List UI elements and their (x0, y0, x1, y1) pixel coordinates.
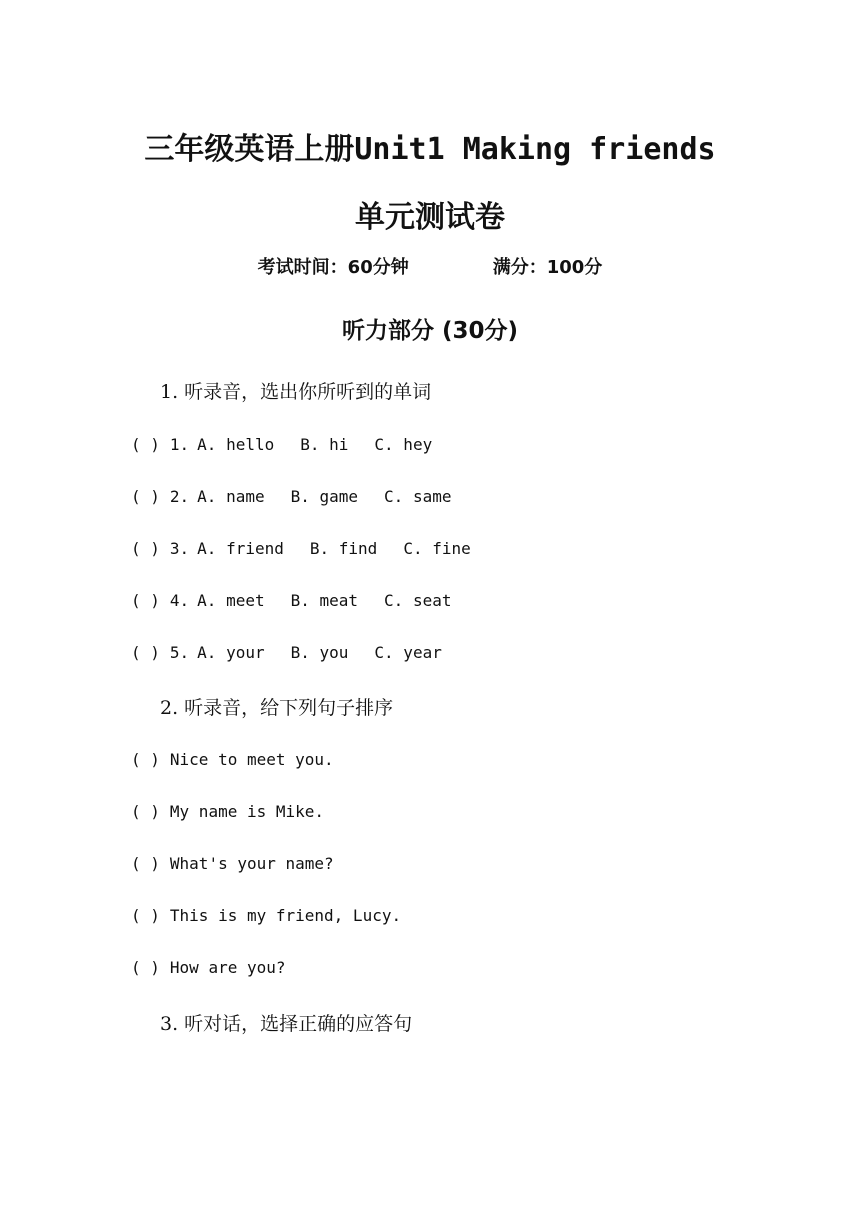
answer-blank: ( ) (131, 854, 160, 873)
answer-blank: ( ) (131, 906, 160, 925)
sentence-order-item-1 (131, 748, 334, 772)
word-choice-item-2 (131, 485, 451, 509)
answer-blank: ( ) (131, 750, 160, 769)
sentence-order-item-4 (131, 904, 401, 928)
sentence-order-item-2 (131, 800, 324, 824)
word-choice-item-3 (131, 537, 471, 561)
answer-blank: ( ) (131, 435, 160, 454)
option-c: C. hey (374, 435, 433, 454)
answer-blank: ( ) (131, 539, 160, 558)
sentence-order-item-5 (131, 956, 286, 980)
word-choice-item-5 (131, 641, 442, 665)
answer-blank: ( ) (131, 802, 160, 821)
option-b: B. hi (300, 435, 349, 454)
option-a: A. meet (197, 591, 265, 610)
option-c: C. seat (384, 591, 452, 610)
sentence-order-item-3 (131, 852, 334, 876)
sentence-text: What's your name? (169, 854, 334, 873)
full-score: 满分：100分 (492, 257, 603, 278)
answer-blank: ( ) (131, 958, 160, 977)
item-number: 1. (169, 435, 190, 454)
option-b: B. find (309, 539, 378, 558)
item-number: 3. (169, 539, 190, 558)
part1-heading: 1. 听录音，选出你所听到的单词 (160, 381, 432, 403)
word-choice-item-1 (131, 433, 432, 457)
sentence-text: How are you? (169, 958, 286, 977)
exam-info (0, 254, 860, 282)
exam-title-line1: 三年级英语上册Unit1 Making friends (144, 132, 716, 167)
part3-heading: 3. 听对话，选择正确的应答句 (160, 1013, 413, 1035)
item-number: 4. (169, 591, 190, 610)
sentence-text: My name is Mike. (169, 802, 325, 821)
option-a: A. your (197, 643, 265, 662)
item-number: 5. (169, 643, 190, 662)
item-number: 2. (169, 487, 190, 506)
option-b: B. you (290, 643, 349, 662)
sentence-text: This is my friend, Lucy. (169, 906, 402, 925)
option-c: C. same (384, 487, 452, 506)
option-c: C. year (374, 643, 442, 662)
option-c: C. fine (403, 539, 471, 558)
option-b: B. game (290, 487, 359, 506)
answer-blank: ( ) (131, 591, 160, 610)
answer-blank: ( ) (131, 643, 160, 662)
listening-section-title: 听力部分 (30分) (341, 318, 519, 344)
option-b: B. meat (290, 591, 359, 610)
sentence-text: Nice to meet you. (169, 750, 334, 769)
word-choice-item-4 (131, 589, 451, 613)
option-a: A. hello (197, 435, 275, 454)
answer-blank: ( ) (131, 487, 160, 506)
option-a: A. name (197, 487, 265, 506)
exam-time: 考试时间：60分钟 (257, 257, 409, 278)
option-a: A. friend (197, 539, 284, 558)
exam-title-line2: 单元测试卷 (355, 200, 505, 235)
part2-heading: 2. 听录音，给下列句子排序 (160, 697, 394, 719)
